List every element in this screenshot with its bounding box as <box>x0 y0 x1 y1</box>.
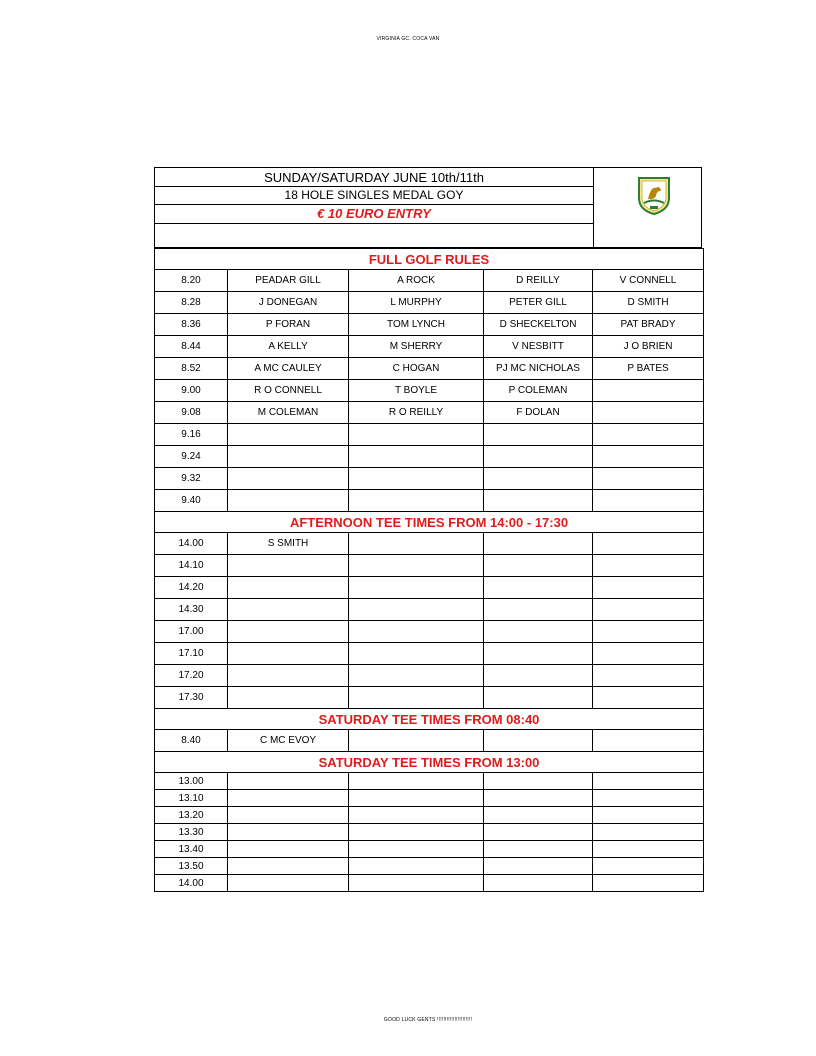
player-name <box>349 687 484 709</box>
player-name <box>349 621 484 643</box>
tee-time: 8.28 <box>155 292 228 314</box>
player-name <box>228 665 349 687</box>
player-name <box>484 730 593 752</box>
player-name <box>228 687 349 709</box>
tee-time: 13.10 <box>155 790 228 807</box>
player-name <box>484 807 593 824</box>
player-name <box>593 446 704 468</box>
table-row <box>155 358 704 380</box>
player-name <box>593 824 704 841</box>
player-name <box>349 730 484 752</box>
title-line-1: SUNDAY/SATURDAY JUNE 10th/11th <box>264 170 484 185</box>
tee-time: 9.08 <box>155 402 228 424</box>
player-name <box>593 790 704 807</box>
player-name <box>228 446 349 468</box>
table-row <box>155 424 704 446</box>
club-crest-icon <box>637 176 671 216</box>
section-row <box>155 249 704 270</box>
player-name <box>484 773 593 790</box>
table-row <box>155 687 704 709</box>
table-row <box>155 621 704 643</box>
player-name <box>349 858 484 875</box>
player-name: PETER GILL <box>484 292 593 314</box>
player-name <box>228 841 349 858</box>
player-name: C HOGAN <box>349 358 484 380</box>
tee-time: 9.40 <box>155 490 228 512</box>
player-name <box>228 468 349 490</box>
tee-time: 13.40 <box>155 841 228 858</box>
player-name <box>484 468 593 490</box>
player-name: D SMITH <box>593 292 704 314</box>
player-name <box>593 621 704 643</box>
player-name <box>228 824 349 841</box>
tee-time: 13.20 <box>155 807 228 824</box>
player-name: PAT BRADY <box>593 314 704 336</box>
player-name <box>593 687 704 709</box>
player-name <box>484 490 593 512</box>
table-row <box>155 643 704 665</box>
player-name <box>593 555 704 577</box>
player-name: V CONNELL <box>593 270 704 292</box>
tee-time: 13.50 <box>155 858 228 875</box>
table-row <box>155 270 704 292</box>
player-name <box>349 665 484 687</box>
tee-time: 17.00 <box>155 621 228 643</box>
player-name <box>228 875 349 892</box>
section-title: SATURDAY TEE TIMES FROM 13:00 <box>155 752 704 773</box>
table-row <box>155 380 704 402</box>
player-name <box>593 858 704 875</box>
entry-fee: € 10 EURO ENTRY <box>317 206 431 221</box>
tee-time: 9.16 <box>155 424 228 446</box>
player-name <box>593 577 704 599</box>
table-row <box>155 824 704 841</box>
player-name: A KELLY <box>228 336 349 358</box>
player-name <box>228 858 349 875</box>
player-name <box>593 468 704 490</box>
player-name <box>349 446 484 468</box>
tee-time: 8.40 <box>155 730 228 752</box>
section-row <box>155 752 704 773</box>
player-name: R O REILLY <box>349 402 484 424</box>
player-name <box>593 643 704 665</box>
tee-time: 8.44 <box>155 336 228 358</box>
tee-time: 8.36 <box>155 314 228 336</box>
player-name <box>484 841 593 858</box>
player-name <box>228 643 349 665</box>
player-name: PJ MC NICHOLAS <box>484 358 593 380</box>
player-name: A ROCK <box>349 270 484 292</box>
player-name <box>484 446 593 468</box>
player-name: C MC EVOY <box>228 730 349 752</box>
tee-time: 8.20 <box>155 270 228 292</box>
tee-time: 14.20 <box>155 577 228 599</box>
player-name <box>593 841 704 858</box>
tee-time: 17.10 <box>155 643 228 665</box>
title-line-2: 18 HOLE SINGLES MEDAL GOY <box>284 188 464 202</box>
player-name <box>484 577 593 599</box>
title-block <box>154 167 702 248</box>
player-name: V NESBITT <box>484 336 593 358</box>
player-name <box>484 424 593 446</box>
player-name <box>593 380 704 402</box>
player-name: P FORAN <box>228 314 349 336</box>
player-name <box>484 643 593 665</box>
section-title: AFTERNOON TEE TIMES FROM 14:00 - 17:30 <box>155 512 704 533</box>
table-row <box>155 875 704 892</box>
tee-time: 14.00 <box>155 875 228 892</box>
player-name <box>228 599 349 621</box>
player-name <box>484 687 593 709</box>
logo-cell <box>593 168 702 247</box>
player-name <box>349 790 484 807</box>
player-name: J DONEGAN <box>228 292 349 314</box>
section-row <box>155 709 704 730</box>
player-name <box>593 875 704 892</box>
tee-time: 17.30 <box>155 687 228 709</box>
tee-time: 13.30 <box>155 824 228 841</box>
tee-time: 13.00 <box>155 773 228 790</box>
player-name <box>228 424 349 446</box>
player-name <box>593 730 704 752</box>
player-name <box>228 621 349 643</box>
player-name <box>593 424 704 446</box>
page-footer: GOOD LUCK GENTS !!!!!!!!!!!!!!!!!!!!!! <box>383 1017 473 1023</box>
table-row <box>155 858 704 875</box>
player-name <box>484 875 593 892</box>
player-name: P BATES <box>593 358 704 380</box>
table-row <box>155 402 704 424</box>
player-name: D SHECKELTON <box>484 314 593 336</box>
player-name <box>484 621 593 643</box>
player-name: F DOLAN <box>484 402 593 424</box>
player-name <box>484 790 593 807</box>
player-name <box>228 790 349 807</box>
tee-time: 9.00 <box>155 380 228 402</box>
tee-time: 17.20 <box>155 665 228 687</box>
page-header: VIRGINIA GC. COCA VAN <box>376 36 440 42</box>
table-row <box>155 790 704 807</box>
tee-times-table <box>154 248 704 892</box>
player-name: A MC CAULEY <box>228 358 349 380</box>
player-name <box>484 599 593 621</box>
table-row <box>155 599 704 621</box>
player-name: L MURPHY <box>349 292 484 314</box>
player-name <box>484 665 593 687</box>
divider <box>155 223 593 224</box>
table-row <box>155 841 704 858</box>
player-name <box>349 841 484 858</box>
player-name: R O CONNELL <box>228 380 349 402</box>
table-row <box>155 730 704 752</box>
tee-time: 14.30 <box>155 599 228 621</box>
tee-time: 9.24 <box>155 446 228 468</box>
tee-time: 9.32 <box>155 468 228 490</box>
player-name <box>349 424 484 446</box>
player-name <box>349 599 484 621</box>
player-name <box>228 577 349 599</box>
table-row <box>155 555 704 577</box>
player-name <box>228 807 349 824</box>
player-name <box>228 773 349 790</box>
section-title: SATURDAY TEE TIMES FROM 08:40 <box>155 709 704 730</box>
player-name <box>484 824 593 841</box>
player-name: T BOYLE <box>349 380 484 402</box>
player-name <box>349 490 484 512</box>
player-name <box>349 555 484 577</box>
table-row <box>155 533 704 555</box>
player-name <box>228 490 349 512</box>
player-name <box>593 490 704 512</box>
player-name <box>484 533 593 555</box>
player-name <box>349 577 484 599</box>
player-name <box>349 773 484 790</box>
player-name <box>593 402 704 424</box>
player-name <box>349 824 484 841</box>
player-name <box>593 599 704 621</box>
table-row <box>155 468 704 490</box>
player-name: S SMITH <box>228 533 349 555</box>
player-name <box>349 643 484 665</box>
player-name <box>349 533 484 555</box>
table-row <box>155 665 704 687</box>
player-name <box>349 468 484 490</box>
player-name: TOM LYNCH <box>349 314 484 336</box>
player-name <box>349 807 484 824</box>
table-row <box>155 577 704 599</box>
player-name <box>593 807 704 824</box>
table-row <box>155 292 704 314</box>
table-row <box>155 446 704 468</box>
player-name <box>593 773 704 790</box>
player-name <box>484 858 593 875</box>
player-name: PEADAR GILL <box>228 270 349 292</box>
tee-time: 14.00 <box>155 533 228 555</box>
tee-time: 14.10 <box>155 555 228 577</box>
table-row <box>155 336 704 358</box>
player-name <box>484 555 593 577</box>
table-row <box>155 314 704 336</box>
player-name <box>593 533 704 555</box>
player-name <box>593 665 704 687</box>
table-row <box>155 773 704 790</box>
table-row <box>155 807 704 824</box>
tee-time: 8.52 <box>155 358 228 380</box>
player-name: P COLEMAN <box>484 380 593 402</box>
player-name: M SHERRY <box>349 336 484 358</box>
player-name: M COLEMAN <box>228 402 349 424</box>
player-name: D REILLY <box>484 270 593 292</box>
player-name <box>349 875 484 892</box>
player-name: J O BRIEN <box>593 336 704 358</box>
table-row <box>155 490 704 512</box>
section-title: FULL GOLF RULES <box>155 249 704 270</box>
player-name <box>228 555 349 577</box>
section-row <box>155 512 704 533</box>
